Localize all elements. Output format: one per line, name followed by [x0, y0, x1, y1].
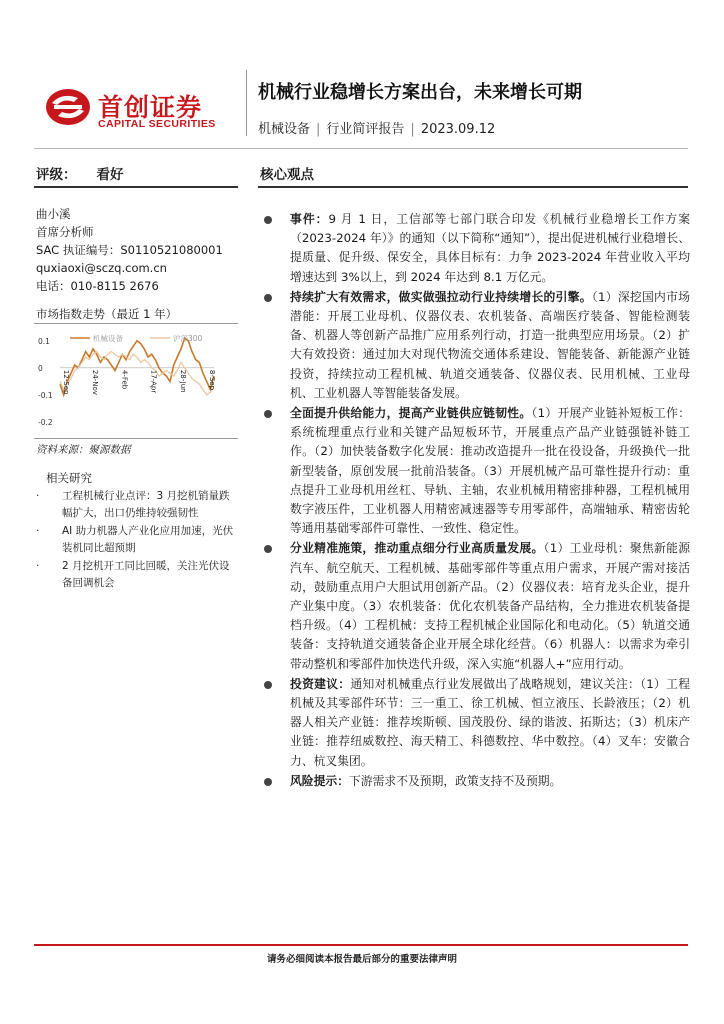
point-item: 全面提升供给能力，提高产业链供应链韧性。（1）开展产业链补短板工作：系统梳理重点行业和关键产品短板环节，开展重点产品产业链强链补链工作。（2）加快装备数字化发展：推动改造提升一批在役设备，升级换代一批新型装备，原创发展一批前沿装备。（3）开展机械产品可靠性提升行动：重点提升工业母机用丝杠、导轨、主轴，农业机械用精密排种器，工程机械用数字液压件，工业机器人用精密减速器等专用零部件，高端轴承、精密齿轮等通用基础零部件可靠性、一致性、稳定性。 [262, 404, 690, 538]
chart-bottom-rule [34, 438, 238, 439]
bullet-icon [264, 778, 272, 786]
core-points [262, 210, 690, 792]
point-item: 投资建议：通知对机械重点行业发展做出了战略规划，建议关注：（1）工程机械及其零部件环节：三一重工、徐工机械、恒立液压、长龄液压；（2）机器人相关产业链：推荐埃斯顿、国茂股份、绿的谐波、拓斯达；（3）机床产业链：推荐纽威数控、海天精工、科德数控、华中数控。（4）叉车：安徽合力、杭叉集团。 [262, 675, 690, 771]
x-tick-label: 12-Sep [62, 369, 70, 395]
x-tick-label: 24-Nov [91, 369, 100, 395]
y-tick-label: -0.2 [38, 417, 53, 427]
related-item[interactable]: · 工程机械行业点评：3 月挖机销量跌幅扩大，出口仍维持较强韧性 [36, 490, 230, 519]
chart-source: 资料来源：聚源数据 [36, 444, 131, 456]
header-rule [34, 148, 688, 149]
market-index-chart [34, 322, 238, 438]
report-type-label: 行业简评报告 [326, 122, 405, 137]
bullet-icon [264, 545, 272, 553]
analyst-sac: SAC 执证编号：S0110521080001 [36, 243, 223, 257]
footer-disclaimer: 请务必细阅读本报告最后部分的重要法律声明 [266, 954, 457, 965]
related-title: 相关研究 [46, 471, 92, 485]
footer-rule [34, 944, 688, 946]
x-tick-label: 4-Feb [120, 369, 129, 390]
related-item[interactable]: · AI 助力机器人产业化应用加速，光伏装机同比超预期 [36, 525, 234, 554]
y-tick-label: -0.1 [38, 390, 53, 400]
x-tick-label: 8-Sep [208, 369, 216, 391]
left-rule [34, 186, 238, 188]
rating [36, 163, 124, 183]
industry-label: 机械设备 [258, 122, 311, 137]
right-rule [258, 186, 688, 188]
x-tick-label: 17-Apr [149, 369, 158, 394]
related-item[interactable]: · 2 月挖机开工同比回暖，关注光伏设备回调机会 [36, 560, 230, 589]
legend-label: 沪深300 [173, 334, 203, 343]
y-tick-label: 0.1 [38, 336, 50, 346]
rating-label: 评级： [36, 167, 77, 183]
x-tick-label: 28-Jun [178, 369, 187, 393]
brand-name-en: CAPITAL SECURITIES [98, 118, 216, 130]
point-item: 持续扩大有效需求，做实做强拉动行业持续增长的引擎。（1）深挖国内市场潜能：开展工业母机、仪器仪表、农机装备、高端医疗装备、智能检测装备、机器人等创新产品推广应用系列行动，打造一批典型应用场景。（2）扩大有效投资：通过加大对现代物流交通体系建设、智能装备、新能源产业链投资，持续拉动工程机械、轨道交通装备、仪器仪表、民用机械、工业母机、工业机器人等智能装备发展。 [262, 288, 690, 403]
chart-title: 市场指数走势（最近 1 年） [36, 307, 178, 321]
point-item: 事件：9 月 1 日，工信部等七部门联合印发《机械行业稳增长工作方案（2023-2024 年）》的通知（以下简称“通知”），提出促进机械行业稳增长、提质量、促升级、保安全，具体目标有：力争 2023-2024 年营业收入平均增速达到 3%以上，到 2024 年达到 8.1 万亿元。 [262, 210, 690, 287]
point-item: 分业精准施策，推动重点细分行业高质量发展。（1）工业母机：聚焦新能源汽车、航空航天、工程机械、基础零部件等重点用户需求，开展产需对接活动，鼓励重点用户大胆试用创新产品。（2）仪器仪表：培育龙头企业，提升产业集中度。（3）农机装备：优化农机装备产品结构，全力推进农机装备提档升级。（4）工程机械：支持工程机械企业国际化和电动化。（5）轨道交通装备：支持轨道交通装备企业开展全球化经营。（6）机器人：以需求为牵引带动整机和零部件加快迭代升级，深入实施“机器人+”应用行动。 [262, 539, 690, 673]
report-subtitle: 机械设备 | 行业简评报告 | 2023.09.12 [258, 122, 496, 137]
analyst-role: 首席分析师 [36, 225, 94, 239]
related-list [34, 488, 240, 593]
rating-value: 看好 [96, 167, 124, 183]
bullet-icon [264, 216, 272, 224]
legend-label: 机械设备 [93, 334, 123, 343]
point-item: 风险提示：下游需求不及预期，政策支持不及预期。 [262, 772, 690, 791]
header-divider [246, 70, 247, 136]
bullet-icon [264, 294, 272, 302]
core-title: 核心观点 [260, 167, 314, 183]
analyst-name: 曲小溪 [36, 207, 71, 221]
analyst-phone: 电话：010-8115 2676 [36, 279, 159, 293]
report-date: 2023.09.12 [420, 122, 496, 137]
bullet-icon [264, 681, 272, 689]
y-tick-label: 0 [38, 363, 43, 373]
analyst-email[interactable]: quxiaoxi@sczq.com.cn [36, 261, 167, 275]
logo-mark-icon [44, 86, 92, 128]
brand-name-cn: 首创证券 [98, 93, 203, 122]
series-line [60, 338, 214, 395]
bullet-icon [264, 410, 272, 418]
report-title: 机械行业稳增长方案出台，未来增长可期 [258, 82, 582, 103]
analyst-info [36, 205, 240, 295]
